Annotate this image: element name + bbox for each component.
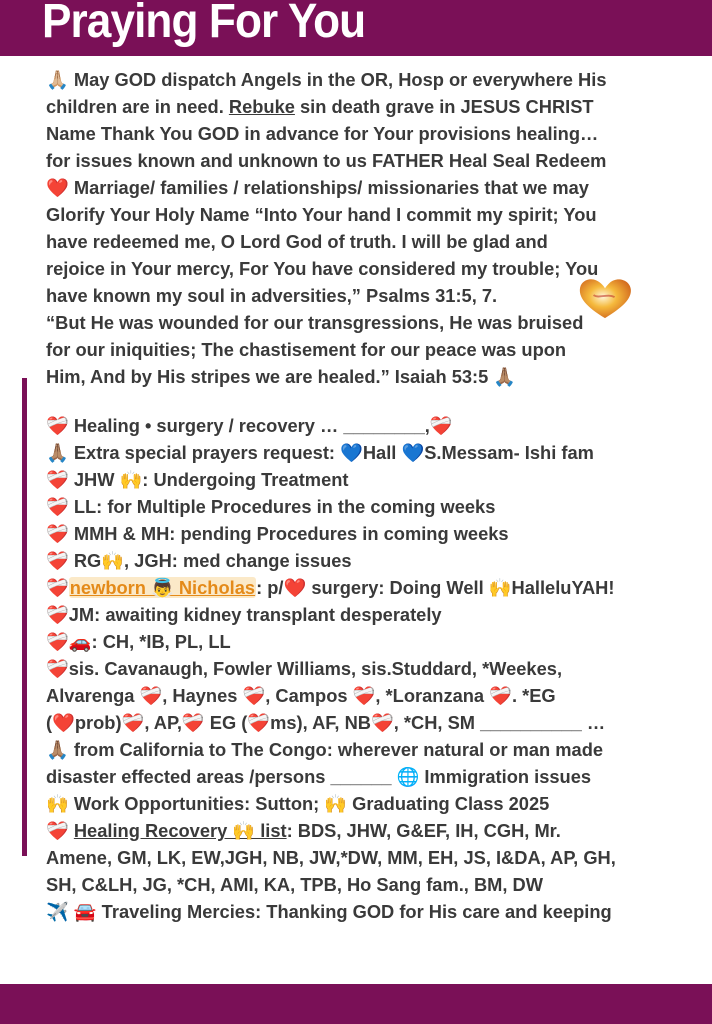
list-item [46, 439, 686, 466]
line-text: ❤️‍🩹 MMH & MH: pending Procedures in coming weeks [46, 523, 509, 544]
list-item [46, 520, 686, 547]
underlined-text: Rebuke [228, 96, 295, 117]
line-text: (❤️prob)❤️‍🩹, AP,❤️‍🩹 EG (❤️‍🩹ms), AF, NB❤️‍🩹, *CH, SM __________ … [46, 712, 606, 733]
list-item [46, 493, 686, 520]
section-gap [46, 390, 686, 412]
intro-line [46, 282, 686, 309]
line-text: Name Thank You GOD in advance for Your provisions healing… [46, 123, 599, 144]
line-text: Alvarenga ❤️‍🩹, Haynes ❤️‍🩹, Campos ❤️‍🩹, *Loranzana ❤️‍🩹. *EG [46, 685, 556, 706]
intro-line [46, 147, 686, 174]
line-text: ❤️‍🩹 RG🙌, JGH: med change issues [46, 550, 352, 571]
line-text: have redeemed me, O Lord God of truth. I will be glad and [46, 231, 548, 252]
line-text: ❤️‍🩹 [46, 577, 69, 598]
line-text: children are in need. [46, 96, 229, 117]
underlined-text: Healing Recovery 🙌 list [73, 820, 287, 841]
line-text: ❤️‍🩹sis. Cavanaugh, Fowler Williams, sis.Studdard, *Weekes, [46, 658, 563, 679]
list-item [46, 763, 686, 790]
prayer-content [46, 66, 686, 925]
line-text: Him, And by His stripes we are healed.” Isaiah 53:5 🙏🏽 [46, 366, 517, 387]
intro-line [46, 174, 686, 201]
highlighted-link[interactable]: newborn 👼 Nicholas [69, 577, 256, 598]
list-item [46, 817, 686, 844]
line-text: ❤️ Marriage/ families / relationships/ missionaries that we may [46, 177, 589, 198]
list-item [46, 682, 686, 709]
intro-line [46, 255, 686, 282]
line-text: ❤️‍🩹🚗: CH, *IB, PL, LL [46, 631, 231, 652]
list-item [46, 628, 686, 655]
intro-line [46, 309, 686, 336]
line-text: ✈️ 🚘 Traveling Mercies: Thanking GOD for His care and keeping [46, 901, 612, 922]
line-text: ❤️‍🩹JM: awaiting kidney transplant desperately [46, 604, 442, 625]
list-item [46, 844, 686, 871]
intro-line [46, 93, 686, 120]
list-item [46, 412, 686, 439]
intro-line [46, 120, 686, 147]
line-text: rejoice in Your mercy, For You have considered my trouble; You [46, 258, 599, 279]
intro-line [46, 201, 686, 228]
side-accent-bar [22, 378, 27, 856]
list-item [46, 601, 686, 628]
line-text: 🙏🏽 Extra special prayers request: 💙Hall 💙S.Messam- Ishi fam [46, 442, 594, 463]
line-text: Amene, GM, LK, EW,JGH, NB, JW,*DW, MM, EH, JS, I&DA, AP, GH, [46, 847, 616, 868]
line-text: SH, C&LH, JG, *CH, AMI, KA, TPB, Ho Sang fam., BM, DW [46, 874, 543, 895]
intro-line [46, 336, 686, 363]
list-item [46, 898, 686, 925]
line-text: for issues known and unknown to us FATHER Heal Seal Redeem [46, 150, 607, 171]
line-text: “But He was wounded for our transgressions, He was bruised [46, 312, 584, 333]
line-text: 🙌 Work Opportunities: Sutton; 🙌 Graduating Class 2025 [46, 793, 550, 814]
line-text: for our iniquities; The chastisement for our peace was upon [46, 339, 567, 360]
line-text: ❤️‍🩹 LL: for Multiple Procedures in the coming weeks [46, 496, 496, 517]
list-item [46, 736, 686, 763]
line-text: ❤️‍🩹 Healing • surgery / recovery … ________,❤️‍🩹 [46, 415, 453, 436]
line-text: : BDS, JHW, G&EF, IH, CGH, Mr. [286, 820, 561, 841]
prayer-list [46, 412, 686, 925]
line-text: : p/❤️ surgery: Doing Well 🙌HalleluYAH! [256, 577, 615, 598]
list-item [46, 871, 686, 898]
line-text: 🙏🏽 from California to The Congo: wherever natural or man made [46, 739, 604, 760]
list-item [46, 655, 686, 682]
line-text: Glorify Your Holy Name “Into Your hand I commit my spirit; You [46, 204, 597, 225]
line-text: ❤️‍🩹 JHW 🙌: Undergoing Treatment [46, 469, 349, 490]
footer-banner [0, 984, 712, 1024]
list-item [46, 790, 686, 817]
list-item [46, 574, 686, 601]
intro-line [46, 363, 686, 390]
intro-line [46, 66, 686, 93]
line-text: sin death grave in JESUS CHRIST [294, 96, 594, 117]
line-text: 🙏🏼 May GOD dispatch Angels in the OR, Hosp or everywhere His [46, 69, 607, 90]
list-item [46, 709, 686, 736]
intro-section [46, 66, 686, 390]
line-text: disaster effected areas /persons ______ 🌐 Immigration issues [46, 766, 592, 787]
line-text: ❤️‍🩹 [46, 820, 74, 841]
line-text: have known my soul in adversities,” Psalms 31:5, 7. [46, 285, 498, 306]
page-title: Praying For You [42, 0, 366, 48]
list-item [46, 466, 686, 493]
list-item [46, 547, 686, 574]
intro-line [46, 228, 686, 255]
